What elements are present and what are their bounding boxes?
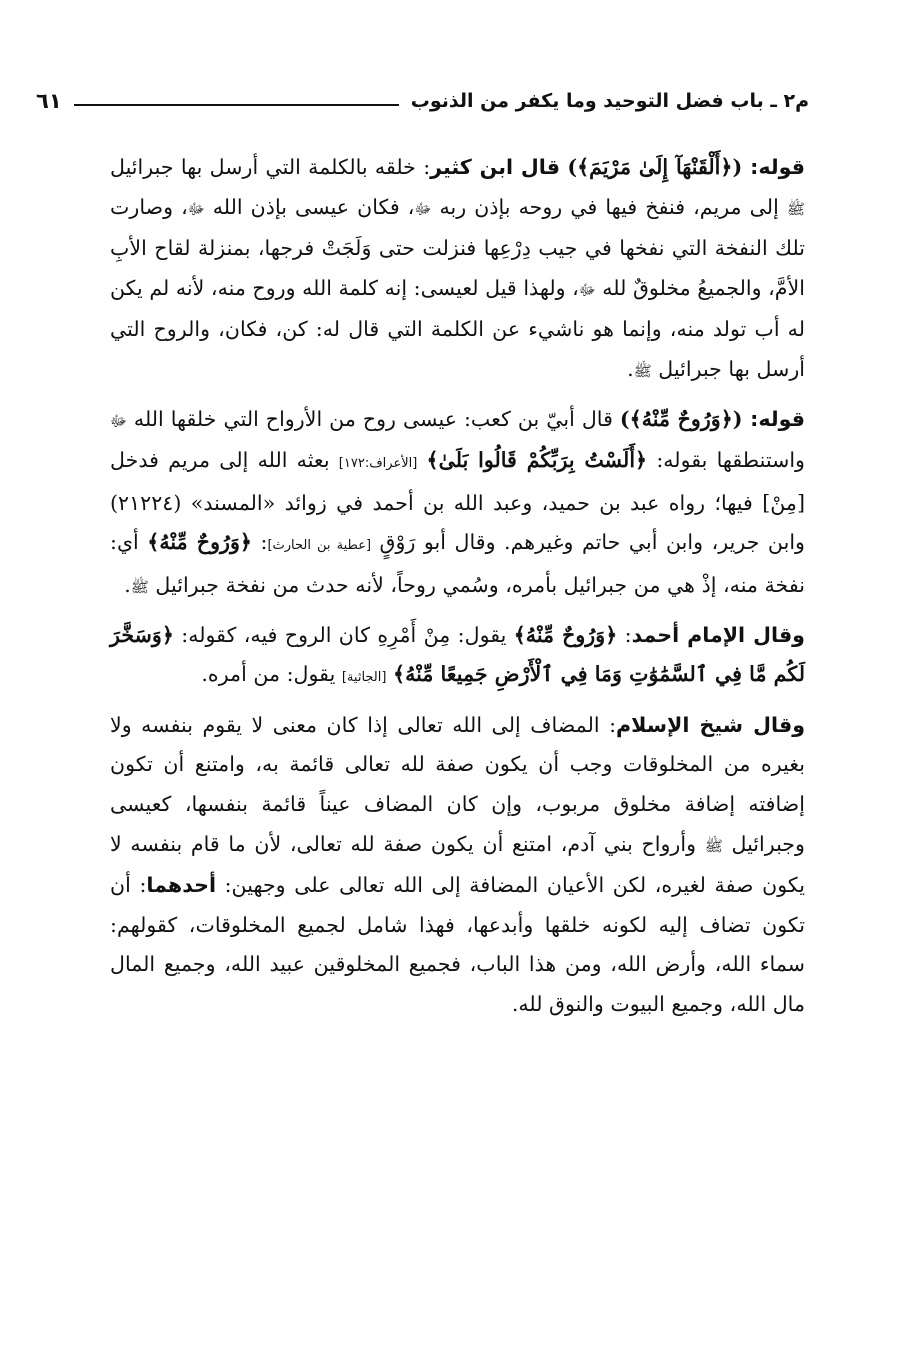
- text-segment: ، وصارت تلك النفخة التي نفخها في جيب دِرْعِها فنزلت حتى وَلَجَتْ فرجها، بمنزلة لقاح الأبِ الأمَّ، والجميعُ مخلوقٌ لله: [110, 194, 805, 300]
- text-segment: إلى مريم، فنفخ فيها في روحه بإذن ربه: [431, 194, 787, 219]
- text-segment: [417, 448, 426, 472]
- text-segment: يقول: من أمره.: [201, 662, 342, 687]
- honorific: ﷺ: [130, 577, 149, 596]
- quran-quote: (﴿أَلْقَنْهَآ إِلَىٰ مَرْيَمَ﴾): [567, 155, 743, 179]
- text-segment: .: [124, 572, 131, 597]
- text-segment: : المضاف إلى الله تعالى إذا كان معنى لا يقوم بنفسه ولا بغيره من المخلوقات وجب أن يكون صفة لله تعالى قائمة به، وامتنع أن تكون إضافته إضافة مخلوق مربوب، وإن كان المضاف عيناً قائمة بنفسها، كعيسى وجبرائيل: [110, 712, 805, 856]
- lead-phrase: وقال شيخ الإسلام: [616, 712, 806, 737]
- honorific: ﷻ: [110, 411, 127, 430]
- text-segment: ، ولهذا قيل لعيسى: إنه كلمة الله وروح منه، لأنه لم يكن له أب تولد منه، وإنما هو ناشيء عن الكلمة التي قال له: كن، فكان، والروح التي أرسل بها جبرائيل: [110, 275, 805, 381]
- lead-phrase: قال ابن كثير: [430, 155, 561, 179]
- text-segment: :: [251, 530, 268, 555]
- chapter-title: م٢ ـ باب فضل التوحيد وما يكفر من الذنوب: [410, 90, 809, 112]
- text-segment: بعثه الله إلى مريم فدخل [مِنْ] فيها؛ رواه عبد بن حميد، وعبد الله بن أحمد في زوائد «المسند» (٢١٢٢٤) وابن جرير، وابن أبي حاتم وغيرهم. وقال أبو رَوْقٍ: [110, 448, 805, 555]
- quran-quote: ﴿وَرُوحٌ مِّنْهُ﴾: [147, 530, 252, 555]
- text-segment: .: [627, 356, 634, 381]
- lead-phrase: أحدهما: [146, 873, 217, 898]
- header-rule: [74, 104, 399, 106]
- text-segment: قال أبيّ بن كعب: عيسى روح من الأرواح التي خلقها الله: [126, 406, 620, 431]
- text-segment: ، فكان عيسى بإذن الله: [204, 194, 415, 219]
- honorific: ﷺ: [633, 361, 652, 380]
- text-segment: أي: نفخة منه، إذْ هي من جبرائيل بأمره، وسُمي روحاً، لأنه حدث من نفخة جبرائيل: [110, 530, 805, 597]
- quran-quote: ﴿وَرُوحٌ مِّنْهُ﴾: [513, 622, 618, 647]
- lead-phrase: قوله:: [742, 155, 805, 179]
- paragraph-isa-word: [110, 148, 805, 392]
- running-header: [36, 84, 809, 118]
- body-text: [110, 148, 805, 1024]
- honorific: ﷻ: [187, 199, 205, 218]
- paragraph-imam-ahmad: [110, 616, 805, 698]
- text-segment: واستنطقها بقوله:: [647, 448, 806, 473]
- lead-phrase: قوله:: [742, 406, 805, 431]
- lead-phrase: وقال الإمام أحمد: [631, 622, 805, 647]
- citation-ref: [الجاثية]: [341, 670, 387, 686]
- honorific: ﷻ: [578, 280, 596, 299]
- honorific: ﷺ: [704, 836, 723, 855]
- text-segment: يقول: مِنْ أَمْرِهِ كان الروح فيه، كقوله:: [173, 622, 514, 647]
- quran-quote: (﴿وَرُوحٌ مِّنْهُ﴾): [619, 406, 743, 431]
- text-segment: : أن تكون تضاف إليه لكونه خلقها وأبدعها، فهذا شامل لجميع المخلوقات، كقولهم: سماء الله، وأرض الله، ومن هذا الباب، فجميع المخلوقين عبيد الله، وجميع المال مال الله، وجميع البيوت والنوق لله.: [110, 873, 805, 1016]
- paragraph-shaykh-al-islam: [110, 706, 805, 1025]
- page-number: ٦١: [36, 89, 62, 113]
- quran-quote: ﴿وَسَخَّرَ لَكُم مَّا فِي ٱلسَّمَٰوَٰتِ وَمَا فِي ٱلْأَرْضِ جَمِيعًا مِّنْهُ﴾: [110, 622, 805, 687]
- quran-quote: ﴿أَلَسْتُ بِرَبِّكُمْ قَالُوا بَلَىٰ﴾: [426, 448, 648, 473]
- honorific: ﷺ: [786, 199, 805, 218]
- citation-ref: [الأعراف:١٧٢]: [338, 456, 418, 472]
- paragraph-ruh-minhu: [110, 400, 805, 608]
- text-segment: :: [617, 622, 632, 647]
- text-segment: وأرواح بني آدم، امتنع أن يكون صفة لله تعالى، لأن ما قام بنفسه لا يكون صفة لغيره، لكن الأعيان المضافة إلى الله تعالى على وجهين:: [110, 831, 805, 898]
- citation-ref: [عطية بن الحارث]: [267, 538, 372, 554]
- text-segment: : خلقه بالكلمة التي أرسل بها جبرائيل: [110, 155, 431, 179]
- honorific: ﷻ: [414, 199, 432, 218]
